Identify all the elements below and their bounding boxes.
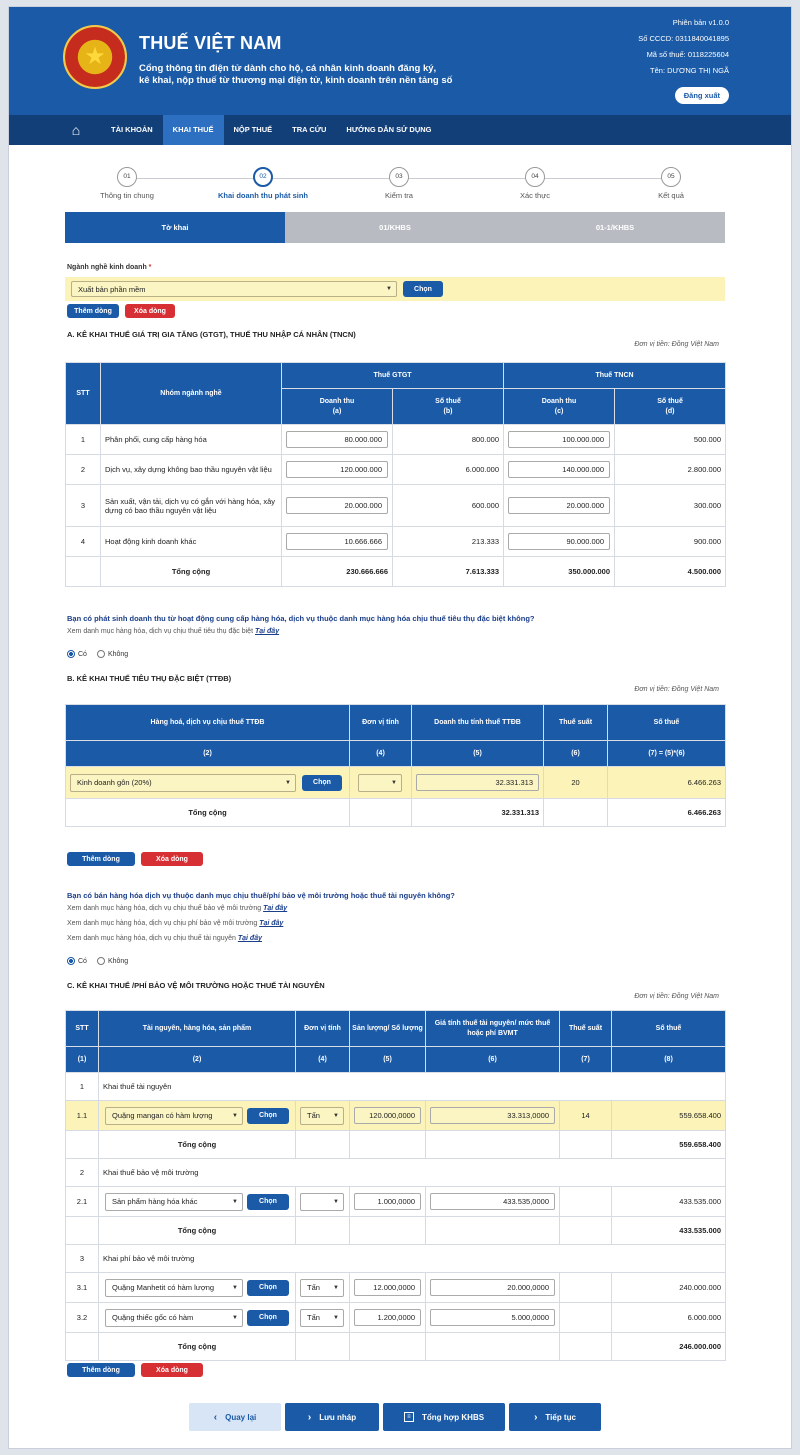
special-revenue-input[interactable]: 32.331.313 xyxy=(416,774,539,791)
table-total-row: Tổng cộng 230.666.666 7.613.333 350.000.000 4.500.000 xyxy=(66,557,726,587)
chevron-down-icon: ▼ xyxy=(333,1198,339,1205)
nav-lookup[interactable]: TRA CỨU xyxy=(292,125,327,134)
th-tax: Số thuế xyxy=(608,705,726,741)
delete-row-button-c[interactable]: Xóa dòng xyxy=(141,1363,203,1377)
see-env-tax-list: Xem danh mục hàng hóa, dịch vụ chịu thuế bảo vệ môi trường Tại đây xyxy=(67,905,288,912)
national-emblem-logo xyxy=(63,25,127,89)
step-revenue: 02 Khai doanh thu phát sinh xyxy=(201,167,325,200)
table-row: 3.1 Quặng Manhetit có hàm lượng ▼ Chọn Tấn ▼ 12.000,0000 20.000,0000 240.000.000 xyxy=(66,1273,726,1303)
chevron-down-icon: ▼ xyxy=(333,1314,339,1321)
revenue-tncn-input[interactable]: 100.000.000 xyxy=(508,431,610,448)
product-choose-button[interactable]: Chọn xyxy=(247,1310,289,1326)
quantity-input[interactable]: 120.000,0000 xyxy=(354,1107,421,1124)
th-gtgt: Thuế GTGT xyxy=(282,363,504,389)
unit-select[interactable]: Tấn ▼ xyxy=(300,1279,344,1297)
product-choose-button[interactable]: Chọn xyxy=(247,1194,289,1210)
nav-user-guide[interactable]: HƯỚNG DẪN SỬ DỤNG xyxy=(346,125,432,134)
link-special-tax[interactable]: Tại đây xyxy=(254,628,280,635)
chevron-down-icon: ▼ xyxy=(391,779,397,786)
radio-no[interactable] xyxy=(97,650,105,658)
table-row: Kinh doanh gôn (20%) ▼ Chọn ▼ 32.331.313 20 6.466.263 xyxy=(66,767,726,799)
table-row: 4 Hoạt động kinh doanh khác 10.666.666 213.333 90.000.000 900.000 xyxy=(66,527,726,557)
revenue-tncn-input[interactable]: 140.000.000 xyxy=(508,461,610,478)
back-button[interactable]: ‹ Quay lại xyxy=(189,1403,281,1431)
radio-yes[interactable] xyxy=(67,650,75,658)
table-row: 2 Dịch vụ, xây dựng không bao thầu nguyên vật liệu 120.000.000 6.000.000 140.000.000 2.800.000 xyxy=(66,455,726,485)
product-select[interactable]: Quặng thiếc gốc có hàm ▼ xyxy=(105,1309,243,1327)
unit-text-a: Đơn vị tiền: Đồng Việt Nam xyxy=(634,341,719,348)
next-button[interactable]: › Tiếp tục xyxy=(509,1403,601,1431)
product-select[interactable]: Sản phẩm hàng hóa khác ▼ xyxy=(105,1193,243,1211)
chevron-right-icon: › xyxy=(534,1411,538,1423)
group-row: 2 Khai thuế bảo vệ môi trường xyxy=(66,1159,726,1187)
step-result: 05 Kết quả xyxy=(609,167,733,200)
tab-declaration[interactable]: Tờ khai xyxy=(65,212,285,243)
th-revenue: Doanh thu tính thuế TTĐB xyxy=(412,705,544,741)
radio-no[interactable] xyxy=(97,957,105,965)
section-b-title: B. KÊ KHAI THUẾ TIÊU THỤ ĐẶC BIỆT (TTĐB) xyxy=(67,674,232,683)
product-select[interactable]: Quặng Manhetit có hàm lượng ▼ xyxy=(105,1279,243,1297)
see-env-fee-list: Xem danh mục hàng hóa, dịch vụ chịu phí bảo vệ môi trường Tại đây xyxy=(67,920,284,927)
section-a-title: A. KÊ KHAI THUẾ GIÁ TRỊ GIA TĂNG (GTGT), THUẾ THU NHẬP CÁ NHÂN (TNCN) xyxy=(67,330,356,339)
product-select[interactable]: Quặng mangan có hàm lượng ▼ xyxy=(105,1107,243,1125)
home-icon[interactable]: ⌂ xyxy=(71,122,81,138)
chevron-down-icon: ▼ xyxy=(333,1112,339,1119)
revenue-gtgt-input[interactable]: 20.000.000 xyxy=(286,497,388,514)
quantity-input[interactable]: 1.000,0000 xyxy=(354,1193,421,1210)
price-input[interactable]: 5.000,0000 xyxy=(430,1309,555,1326)
footer-actions xyxy=(189,1403,601,1431)
table-row: 1 Phân phối, cung cấp hàng hóa 80.000.000 800.000 100.000.000 500.000 xyxy=(66,425,726,455)
user-info xyxy=(638,15,729,79)
progress-stepper xyxy=(65,167,735,211)
delete-row-button-top[interactable]: Xóa dòng xyxy=(125,304,175,318)
business-select[interactable]: Xuất bản phần mềm ▼ xyxy=(71,281,397,297)
add-row-button-c[interactable]: Thêm dòng xyxy=(67,1363,135,1377)
group-total-row: Tổng cộng 433.535.000 xyxy=(66,1217,726,1245)
star-icon: ★ xyxy=(84,43,106,70)
table-row: 2.1 Sản phẩm hàng hóa khác ▼ Chọn ▼ 1.000,0000 433.535,0000 433.535.000 xyxy=(66,1187,726,1217)
th-unit: Đơn vị tính xyxy=(350,705,412,741)
logout-button[interactable]: Đăng xuất xyxy=(675,87,729,104)
see-resource-tax-list: Xem danh mục hàng hóa, dịch vụ chịu thuế tài nguyên Tại đây xyxy=(67,935,262,942)
revenue-gtgt-input[interactable]: 80.000.000 xyxy=(286,431,388,448)
summary-icon: ≡ xyxy=(404,1412,414,1422)
tab-01-1-khbs[interactable]: 01-1/KHBS xyxy=(505,212,725,243)
main-nav xyxy=(9,115,791,145)
radio-group-env-tax: Có Không xyxy=(67,957,138,965)
th-stt: STT xyxy=(66,363,101,425)
table-special-tax: Hàng hoá, dịch vụ chịu thuế TTĐB Đơn vị tính Doanh thu tính thuế TTĐB Thuế suất Số thuế (2) (4) (5) (6) (7) = (5)*(6) Kinh doanh gôn (20%) ▼ Chọn ▼ 32.331.313 20 6.466.263 Tổng cộng 32.331.313 6.466.263 xyxy=(65,704,726,827)
link-env-fee[interactable]: Tại đây xyxy=(259,920,284,927)
tax-code-text: Mã số thuế: 0118225604 xyxy=(646,50,729,59)
table-row: 3 Sản xuất, vận tải, dịch vụ có gắn với hàng hóa, xây dựng có bao thầu nguyên vật liệu 20.000.000 600.000 20.000.000 300.000 xyxy=(66,485,726,527)
add-row-button-b[interactable]: Thêm dòng xyxy=(67,852,135,866)
tab-01-khbs[interactable]: 01/KHBS xyxy=(285,212,505,243)
step-check: 03 Kiểm tra xyxy=(337,167,461,200)
nav-account[interactable]: TÀI KHOẢN xyxy=(111,125,153,134)
radio-group-special-tax: Có Không xyxy=(67,650,138,658)
quantity-input[interactable]: 12.000,0000 xyxy=(354,1279,421,1296)
chevron-down-icon: ▼ xyxy=(232,1112,238,1119)
unit-select[interactable]: Tấn ▼ xyxy=(300,1309,344,1327)
th-rate: Thuế suất xyxy=(544,705,608,741)
chevron-right-icon: › xyxy=(307,1411,312,1423)
chevron-down-icon: ▼ xyxy=(285,779,291,786)
radio-yes[interactable] xyxy=(67,957,75,965)
version-text: Phiên bản v1.0.0 xyxy=(672,18,729,27)
table-row: 3.2 Quặng thiếc gốc có hàm ▼ Chọn Tấn ▼ 1.200,0000 5.000,0000 6.000.000 xyxy=(66,1303,726,1333)
table-environment-resource: STT Tài nguyên, hàng hóa, sản phẩm Đơn vị tính Sản lượng/ Số lượng Giá tính thuế tài nguyên/ mức thuế hoặc phí BVMT Thuế suất Số thuế (1) (2) (4) (5) (6) (7) (8) 1 Khai thuế tài nguyên 1.1 Quặng mangan có hàm lượng ▼ Chọn Tấn ▼ 120.000,0000 33.313,0000 14 559.658.400 Tổng cộng 559.658.400 2 Khai thuế bảo vệ môi trường 2.1 Sản phẩm hàng hóa khác ▼ Chọn ▼ 1.000,0000 433.535,0000 433.535.000 Tổng cộng 433.535.000 3 Khai phí bảo vệ môi trường 3.1 Quặng Manhetit có hàm lượng ▼ Chọn Tấn ▼ 12.000,0000 20.000,0000 240.000.000 3.2 Quặng thiếc gốc có hàm ▼ Chọn Tấn ▼ 1.200,0000 5.000,0000 6.000.000 Tổng cộng 246.000.000 xyxy=(65,1010,726,1361)
product-choose-button[interactable]: Chọn xyxy=(247,1108,289,1124)
business-select-row xyxy=(65,277,725,301)
add-row-button-top[interactable]: Thêm dòng xyxy=(67,304,119,318)
page-frame xyxy=(8,6,792,1449)
revenue-tncn-input[interactable]: 20.000.000 xyxy=(508,497,610,514)
chevron-down-icon: ▼ xyxy=(386,286,392,292)
price-input[interactable]: 33.313,0000 xyxy=(430,1107,555,1124)
user-name-text: Tên: DƯƠNG THỊ NGÃ xyxy=(650,66,729,75)
th-revenue-a: Doanh thu (a) xyxy=(282,389,393,425)
section-c-title: C. KÊ KHAI THUẾ /PHÍ BẢO VỆ MÔI TRƯỜNG HOẶC THUẾ TÀI NGUYÊN xyxy=(67,981,325,990)
revenue-tncn-input[interactable]: 90.000.000 xyxy=(508,533,610,550)
price-input[interactable]: 433.535,0000 xyxy=(430,1193,555,1210)
cccd-text: Số CCCD: 0311840041895 xyxy=(638,34,729,43)
save-draft-button[interactable]: › Lưu nháp xyxy=(285,1403,379,1431)
site-header xyxy=(9,7,791,115)
question-special-tax: Bạn có phát sinh doanh thu từ hoạt động cung cấp hàng hóa, dịch vụ thuộc danh mục hàng hóa chịu thuế tiêu thụ đặc biệt không? xyxy=(67,614,535,623)
th-tax-d: Số thuế (d) xyxy=(615,389,726,425)
special-goods-select[interactable]: Kinh doanh gôn (20%) ▼ xyxy=(70,774,296,792)
price-input[interactable]: 20.000,0000 xyxy=(430,1279,555,1296)
unit-select[interactable]: Tấn ▼ xyxy=(300,1107,344,1125)
unit-text-c: Đơn vị tiền: Đồng Việt Nam xyxy=(634,993,719,1000)
th-revenue-c: Doanh thu (c) xyxy=(504,389,615,425)
special-unit-select[interactable] xyxy=(358,774,402,792)
unit-text-b: Đơn vị tiền: Đồng Việt Nam xyxy=(634,686,719,693)
table-total-row: Tổng cộng 32.331.313 6.466.263 xyxy=(66,799,726,827)
step-verify: 04 Xác thực xyxy=(473,167,597,200)
nav-tax-payment[interactable]: NỘP THUẾ xyxy=(233,125,273,134)
delete-row-button-b[interactable]: Xóa dòng xyxy=(141,852,203,866)
th-group: Nhóm ngành nghề xyxy=(101,363,282,425)
chevron-down-icon: ▼ xyxy=(232,1198,238,1205)
group-row: 1 Khai thuế tài nguyên xyxy=(66,1073,726,1101)
chevron-down-icon: ▼ xyxy=(232,1284,238,1291)
summary-khbs-button[interactable]: ≡ Tổng hợp KHBS xyxy=(383,1403,505,1431)
unit-select[interactable] xyxy=(300,1193,344,1211)
quantity-input[interactable]: 1.200,0000 xyxy=(354,1309,421,1326)
chevron-down-icon: ▼ xyxy=(333,1284,339,1291)
table-row: 1.1 Quặng mangan có hàm lượng ▼ Chọn Tấn ▼ 120.000,0000 33.313,0000 14 559.658.400 xyxy=(66,1101,726,1131)
link-resource-tax[interactable]: Tại đây xyxy=(237,935,262,942)
th-tncn: Thuế TNCN xyxy=(504,363,726,389)
link-env-tax[interactable]: Tại đây xyxy=(263,905,288,912)
brand-title: THUẾ VIỆT NAM xyxy=(139,33,282,53)
group-total-row: Tổng cộng 246.000.000 xyxy=(66,1333,726,1361)
revenue-gtgt-input[interactable]: 120.000.000 xyxy=(286,461,388,478)
revenue-gtgt-input[interactable]: 10.666.666 xyxy=(286,533,388,550)
question-environment-tax: Bạn có bán hàng hóa dịch vụ thuộc danh mục chịu thuế/phí bảo vệ môi trường hoặc thuế tài nguyên không? xyxy=(67,891,455,900)
chevron-left-icon: ‹ xyxy=(213,1411,218,1423)
th-goods: Hàng hoá, dịch vụ chịu thuế TTĐB xyxy=(66,705,350,741)
table-vat-pit xyxy=(65,362,726,587)
form-tabs xyxy=(65,212,725,243)
step-general-info: 01 Thông tin chung xyxy=(65,167,189,200)
group-row: 3 Khai phí bảo vệ môi trường xyxy=(66,1245,726,1273)
nav-tax-declaration[interactable]: KHAI THUẾ xyxy=(163,115,224,145)
portal-description: Cổng thông tin điện tử dành cho hộ, cá nhân kinh doanh đăng ký, kê khai, nộp thuế từ thương mại điện tử, kinh doanh trên nền tảng số xyxy=(139,63,453,86)
business-field-label: Ngành nghề kinh doanh * xyxy=(67,264,152,271)
th-tax-b: Số thuế (b) xyxy=(393,389,504,425)
product-choose-button[interactable]: Chọn xyxy=(247,1280,289,1296)
see-special-tax-list: Xem danh mục hàng hóa, dịch vụ chịu thuế tiêu thụ đặc biệt Tại đây xyxy=(67,628,280,635)
business-choose-button[interactable]: Chọn xyxy=(403,281,443,297)
chevron-down-icon: ▼ xyxy=(232,1314,238,1321)
special-goods-choose-button[interactable]: Chọn xyxy=(302,775,342,791)
group-total-row: Tổng cộng 559.658.400 xyxy=(66,1131,726,1159)
